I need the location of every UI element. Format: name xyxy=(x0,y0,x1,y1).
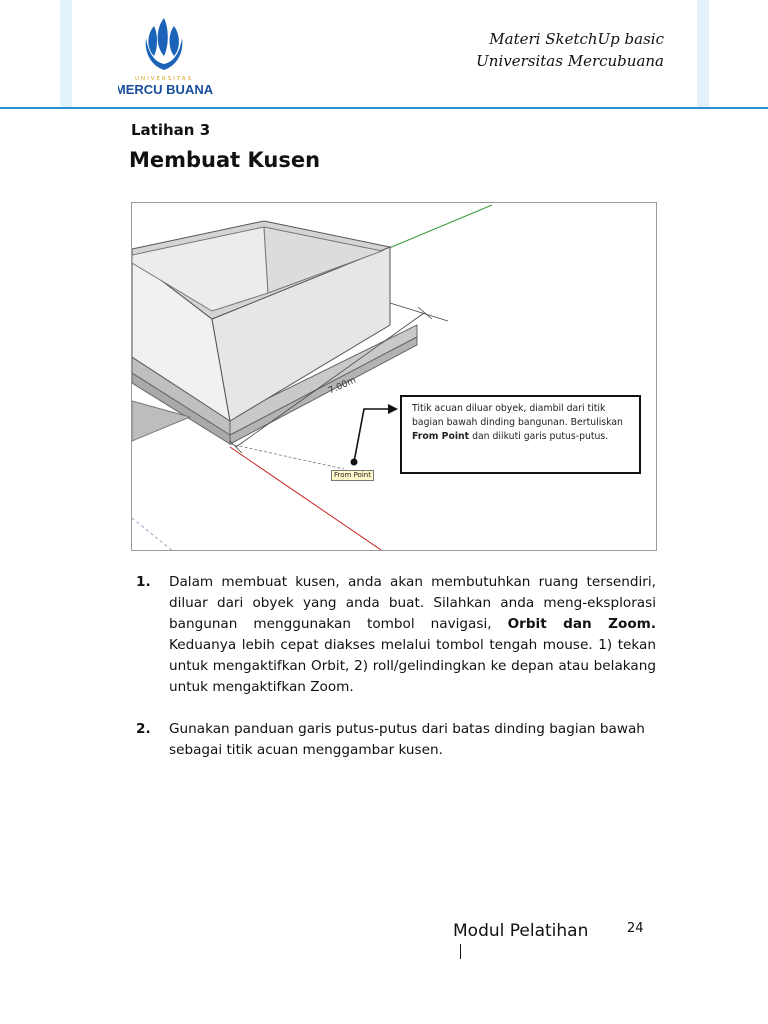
footer-label: Modul Pelatihan xyxy=(453,921,589,941)
header-decor-bar-right xyxy=(697,0,709,108)
header-title xyxy=(476,28,664,72)
list-item-text-part2: Keduanya lebih cepat diakses melalui tombol tengah mouse. 1) tekan untuk mengaktifkan Orbit, 2) roll/gelindingkan ke depan atau belakang untuk mengaktifkan Zoom. xyxy=(169,637,656,695)
list-item-text: Gunakan panduan garis putus-putus dari batas dinding bagian bawah sebagai titik acuan menggambar kusen. xyxy=(169,721,645,758)
sketchup-figure xyxy=(131,202,657,551)
header-title-line1: Materi SketchUp basic xyxy=(489,30,664,48)
logo-text: MERCU BUANA xyxy=(118,82,214,97)
from-point-label: From Point xyxy=(331,470,374,481)
dimension-label: 7.00m xyxy=(327,375,358,397)
header-decor-bar-left xyxy=(60,0,72,108)
list-item-text-bold: Orbit dan Zoom. xyxy=(507,616,656,632)
list-item-text xyxy=(169,572,656,698)
list-item-1 xyxy=(136,572,656,698)
page-number: 24 xyxy=(627,921,644,936)
footer-divider xyxy=(460,944,461,959)
mercu-buana-logo xyxy=(118,14,218,100)
header-divider xyxy=(0,107,768,109)
note-text-part2: dan diikuti garis putus-putus. xyxy=(469,431,609,442)
list-item-2 xyxy=(136,719,656,761)
header-title-line2: Universitas Mercubuana xyxy=(476,52,664,70)
logo-top-text: UNIVERSITAS xyxy=(134,76,194,82)
note-text-part1: Titik acuan diluar obyek, diambil dari titik bagian bawah dinding bangunan. Bertuliskan xyxy=(412,403,623,428)
logo-emblem-icon xyxy=(118,14,218,100)
list-item-text-part1: Dalam membuat kusen, anda akan membutuhkan ruang tersendiri, diluar dari obyek yang anda buat. Silahkan anda meng-eksplorasi bangunan menggunakan tombol navigasi, xyxy=(169,574,656,632)
callout-note xyxy=(400,395,641,474)
list-item-number: 1. xyxy=(136,574,151,590)
list-item-number: 2. xyxy=(136,721,151,737)
page-title: Membuat Kusen xyxy=(129,148,321,172)
sketchup-drawing xyxy=(132,203,657,551)
section-label: Latihan 3 xyxy=(131,121,211,139)
note-text-bold: From Point xyxy=(412,431,470,442)
